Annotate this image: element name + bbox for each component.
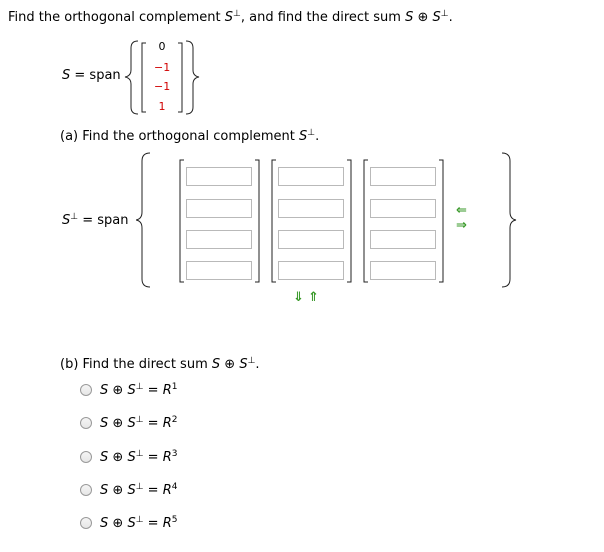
option-r2[interactable] <box>80 413 178 433</box>
arrow-down-icon[interactable]: ⇓ <box>293 290 304 305</box>
s-perp-span-label <box>62 213 129 228</box>
part-b-text: (b) Find the direct sum <box>60 357 212 372</box>
part-b-prompt <box>60 357 260 372</box>
radio-button[interactable] <box>80 517 92 529</box>
radio-button[interactable] <box>80 451 92 463</box>
problem-text: , and find the direct sum <box>240 10 406 25</box>
s-vector-entry-1: 0 <box>158 40 166 53</box>
s-perp-v1-entry-3[interactable] <box>186 230 252 249</box>
perp-symbol: ⊥ <box>70 212 79 222</box>
s-perp-v2-entry-3[interactable] <box>278 230 344 249</box>
s-vector-entry-4: 1 <box>158 100 166 113</box>
s-vector-entry-3: −1 <box>154 80 171 93</box>
option-label: S ⊕ $S^\perp = R^2$ <box>100 414 178 431</box>
var-s: S <box>432 10 441 25</box>
part-a-text: . <box>315 129 320 144</box>
direct-sum-symbol: ⊕ <box>413 10 433 25</box>
s-perp-v3-entry-2[interactable] <box>370 199 436 218</box>
part-a-prompt <box>60 129 319 144</box>
problem-statement <box>8 10 453 25</box>
arrow-left-icon[interactable]: ⇐ <box>456 203 467 218</box>
s-span-label <box>62 68 121 83</box>
option-r4[interactable] <box>80 480 178 500</box>
part-a-text: (a) Find the orthogonal complement <box>60 129 299 144</box>
s-perp-v1-entry-4[interactable] <box>186 261 252 280</box>
var-s: S <box>62 68 71 83</box>
option-label: S ⊕ $S^\perp = R^3$ <box>100 448 178 465</box>
s-perp-v1-entry-2[interactable] <box>186 199 252 218</box>
s-perp-v3-entry-3[interactable] <box>370 230 436 249</box>
option-label: S ⊕ $S^\perp = R^5$ <box>100 514 178 531</box>
var-s: S <box>298 129 308 144</box>
s-perp-v2-entry-1[interactable] <box>278 167 344 186</box>
radio-button[interactable] <box>80 484 92 496</box>
radio-button[interactable] <box>80 384 92 396</box>
perp-symbol: ⊥ <box>440 9 449 19</box>
var-s: S <box>239 357 248 372</box>
perp-symbol: ⊥ <box>247 356 256 366</box>
var-s: S <box>224 10 233 25</box>
var-s: S <box>405 10 414 25</box>
arrow-right-icon[interactable]: ⇒ <box>456 218 467 233</box>
var-s: S <box>62 213 71 228</box>
option-label: S ⊕ $S^\perp = R^1$ <box>100 381 178 398</box>
option-r3[interactable] <box>80 447 178 467</box>
s-perp-v3-entry-4[interactable] <box>370 261 436 280</box>
problem-text: . <box>448 10 453 25</box>
radio-button[interactable] <box>80 417 92 429</box>
span-text: = span <box>70 68 121 83</box>
part-b-text: . <box>255 357 260 372</box>
option-label: S ⊕ $S^\perp = R^4$ <box>100 481 178 498</box>
s-perp-v3-entry-1[interactable] <box>370 167 436 186</box>
direct-sum-symbol: ⊕ <box>220 357 240 372</box>
option-r1[interactable] <box>80 380 178 400</box>
perp-symbol: ⊥ <box>233 9 241 19</box>
perp-symbol: ⊥ <box>307 128 316 138</box>
s-perp-v1-entry-1[interactable] <box>186 167 252 186</box>
span-text: = span <box>78 213 129 228</box>
arrow-up-icon[interactable]: ⇑ <box>308 290 319 305</box>
problem-text: Find the orthogonal complement <box>8 10 225 25</box>
s-vector-entry-2: −1 <box>154 61 171 74</box>
s-perp-v2-entry-2[interactable] <box>278 199 344 218</box>
var-s: S <box>211 357 221 372</box>
option-r5[interactable] <box>80 513 178 533</box>
s-perp-v2-entry-4[interactable] <box>278 261 344 280</box>
